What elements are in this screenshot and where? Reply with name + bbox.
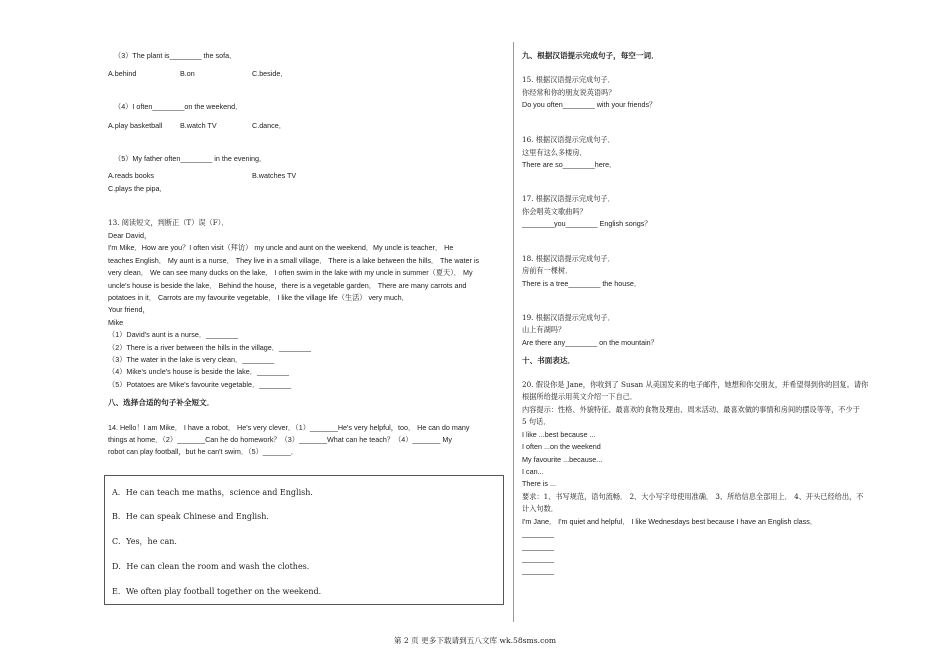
q19-english: Are there any________ on the mountain？ [522, 338, 658, 347]
q13-line: I'm Mike．How are you？I often visit（拜访） my uncle and aunt on the weekend．My uncle is teacher． He [108, 243, 454, 252]
q4-option-a: A.play basketball [108, 121, 163, 130]
q15-english: Do you often________ with your friends？ [522, 100, 657, 109]
q3-option-a: A.behind [108, 69, 137, 78]
q20-line: 要求：1、书写规范，语句流畅． 2、大小写字母使用准确． 3、所给信息全部用上． 4、开头已经给出，不 [522, 492, 864, 501]
q17-chinese: 你会唱英文歌曲吗？ [522, 207, 587, 216]
q20-line: I like ...best because ... [522, 430, 596, 439]
q14-box-option-e: E．We often play football together on the weekend． [112, 587, 327, 596]
q20-line: 5 句话． [522, 417, 551, 426]
q13-line: Your friend， [108, 305, 150, 314]
q3-option-c: C.beside． [252, 69, 288, 78]
q20-line: 计入句数． [522, 504, 558, 513]
q20-line: I can... [522, 467, 544, 476]
q14-box-option-a: A．He can teach me maths，science and English． [112, 488, 319, 497]
answer-blank: ________ [522, 529, 554, 538]
q13-item: （4）Mike's uncle's house is beside the lake．________ [108, 367, 289, 376]
q13-item: （1）David's aunt is a nurse．________ [108, 330, 239, 339]
section10-title: 十、书面表达． [522, 356, 576, 365]
section9-title: 九、根据汉语提示完成句子，每空一词． [522, 51, 659, 60]
q13-item: （5）Potatoes are Mike's favourite vegetable．________ [108, 380, 292, 389]
q4-stem: （4）I often________on the weekend． [114, 102, 243, 111]
q14-box-option-d: D．He can clean the room and wash the clothes． [112, 562, 315, 571]
q13-item: （2）There is a river between the hills in the village．________ [108, 343, 311, 352]
answer-blank: ________ [522, 542, 554, 551]
q20-line: 根据所给提示用英文介绍一下自己． [522, 392, 638, 401]
q15-number: 15. 根据汉语提示完成句子． [522, 75, 615, 84]
q13-line: very clean． We can see many ducks on the lake． I often swim in the lake with my uncle in summer（夏天）． My [108, 268, 473, 277]
q20-line: I often ...on the weekend [522, 442, 601, 451]
q13-line: Dear David， [108, 231, 152, 240]
q20-line: There is ... [522, 479, 556, 488]
q14-line: 14. Hello！I am Mike． I have a robot． He's very clever．（1）_______He's very helpful，too． He can do many [108, 423, 470, 432]
q14-box-option-c: C．Yes，he can． [112, 537, 183, 546]
q16-chinese: 这里有这么多楼房． [522, 148, 587, 157]
q18-chinese: 房前有一棵树． [522, 266, 573, 275]
column-divider [513, 42, 514, 622]
q3-option-b: B.on [180, 69, 195, 78]
q18-number: 18. 根据汉语提示完成句子． [522, 254, 615, 263]
q4-option-b: B.watch TV [180, 121, 217, 130]
q17-number: 17. 根据汉语提示完成句子． [522, 194, 615, 203]
page-footer: 第 2 页 更多下载请到五八文库 wk.58sms.com [393, 636, 557, 645]
q19-chinese: 山上有湖吗？ [522, 325, 566, 334]
q5-stem: （5）My father often________ in the evening． [114, 154, 267, 163]
section8-title: 八、选择合适的句子补全短文． [108, 398, 215, 407]
q14-line: robot can play football，but he can't swim．（5）_______． [108, 447, 298, 456]
q4-option-c: C.dance． [252, 121, 286, 130]
q13-line: potatoes in it． Carrots are my favourite vegetable． I like the village life（生活） very much． [108, 293, 409, 302]
q13-title: 13. 阅读短文，判断正（T）误（F）． [108, 218, 229, 227]
answer-blank: ________ [522, 566, 554, 575]
q13-line: Mike [108, 318, 124, 327]
q20-line: 内容提示：性格、外貌特征、最喜欢的食物及理由、周末活动、最喜欢做的事情和房间的摆设等等，不少于 [522, 405, 860, 414]
q19-number: 19. 根据汉语提示完成句子． [522, 313, 615, 322]
q15-chinese: 你经常和你的朋友说英语吗？ [522, 88, 616, 97]
q14-options-box [104, 475, 504, 605]
q13-line: teaches English． My aunt is a nurse． They live in a small village． There is a lake between the hills． The water is [108, 256, 480, 265]
q5-option-b: B.watches TV [252, 171, 297, 180]
q17-english: ________you________ English songs？ [522, 219, 652, 228]
q18-english: There is a tree________ the house． [522, 279, 642, 288]
q16-number: 16. 根据汉语提示完成句子． [522, 135, 615, 144]
answer-blank: ________ [522, 554, 554, 563]
q13-line: uncle's house is beside the lake． Behind the house，there is a vegetable garden． There are many carrots and [108, 281, 467, 290]
q16-english: There are so________here． [522, 160, 617, 169]
q14-box-option-b: B．He can speak Chinese and English． [112, 512, 275, 521]
q5-option-a: A.reads books [108, 171, 154, 180]
q14-line: things at home．（2）_______Can he do homework？（3）_______What can he teach？（4）_______ My [108, 435, 453, 444]
q20-line: 20. 假设你是 Jane，你收到了 Susan 从美国发来的电子邮件，她想和你交朋友，并希望得到你的回复。请你 [522, 380, 869, 389]
q5-option-c: C.plays the pipa． [108, 184, 167, 193]
q13-item: （3）The water in the lake is very clean．________ [108, 355, 275, 364]
q3-stem: （3）The plant is________ the sofa． [114, 51, 237, 60]
q20-line: My favourite ...because... [522, 455, 603, 464]
q20-line: I'm Jane． I'm quiet and helpful． I like Wednesdays best because I have an English class． [522, 517, 818, 526]
